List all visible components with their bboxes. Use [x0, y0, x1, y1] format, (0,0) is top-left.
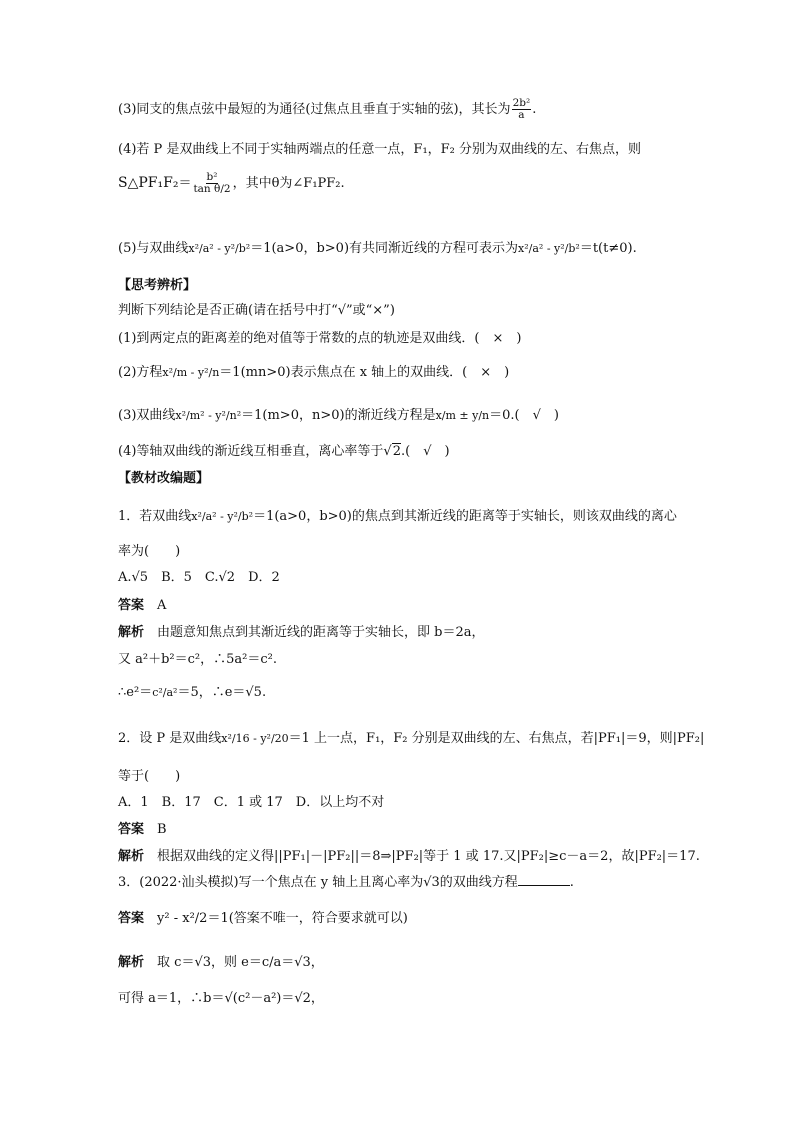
problem-1-options: A.√5 B．5 C.√2 D．2 [118, 570, 280, 585]
problem-2: 2．设 P 是双曲线x²/16 - y²/20＝1 上一点，F₁，F₂ 分别是双曲线的左、右焦点，若|PF₁|＝9，则|PF₂| [118, 731, 705, 746]
think-q3: (3)双曲线x²/m² - y²/n²＝1(m>0，n>0)的渐近线方程是x/m ± y/n＝0.( √ ) [118, 408, 559, 423]
fraction: $\frac{\text{b²}}{\text{tan θ/2}}$ [193, 171, 231, 195]
prop-4: (4)若 P 是双曲线上不同于实轴两端点的任意一点，F₁，F₂ 分别为双曲线的左、右焦点，则 [118, 142, 642, 157]
think-heading: 【思考辨析】 [118, 278, 197, 293]
problem-1: 1．若双曲线x²/a² - y²/b²＝1(a>0，b>0)的焦点到其渐近线的距离等于实轴长，则该双曲线的离心 [118, 509, 677, 524]
problem-2-options: A．1 B．17 C．1 或 17 D．以上均不对 [118, 795, 385, 810]
area-formula: S△PF₁F₂＝ $\frac{\text{b²}}{\text{tan θ/2}}$ ，其中θ为∠F₁PF₂. [118, 171, 345, 195]
answer-1: 答案 A [118, 598, 167, 613]
think-instruction: 判断下列结论是否正确(请在括号中打“√”或“×”) [118, 303, 395, 318]
prop-3: (3)同支的焦点弦中最短的为通径(过焦点且垂直于实轴的弦)，其长为 $\frac{\text{2b²}}{a}$ . [118, 97, 537, 121]
solution-2: 解析 根据双曲线的定义得||PF₁|－|PF₂||＝8⇒|PF₂|等于 1 或 17.又|PF₂|≥c－a＝2，故|PF₂|＝17. [118, 849, 700, 864]
answer-3: 答案 y² - x²/2＝1(答案不唯一，符合要求就可以) [118, 911, 408, 926]
think-q1: (1)到两定点的距离差的绝对值等于常数的点的轨迹是双曲线．( × ) [118, 331, 522, 346]
solution-3-line-1: 解析 取 c＝√3，则 e＝c/a＝√3， [118, 955, 324, 970]
solution-1-line-3: ∴e²＝c²/a²＝5，∴e＝√5. [118, 685, 267, 700]
answer-blank [518, 873, 570, 886]
think-q2: (2)方程x²/m - y²/n＝1(mn>0)表示焦点在 x 轴上的双曲线．( × ) [118, 365, 510, 380]
solution-1-line-1: 解析 由题意知焦点到其渐近线的距离等于实轴长，即 b＝2a， [118, 625, 485, 640]
solution-1-line-2: 又 a²＋b²＝c²，∴5a²＝c². [118, 652, 277, 667]
answer-2: 答案 B [118, 822, 167, 837]
problem-3: 3．(2022·汕头模拟)写一个焦点在 y 轴上且离心率为√3的双曲线方程 . [118, 875, 574, 890]
textbook-heading: 【教材改编题】 [118, 471, 210, 486]
think-q4: (4)等轴双曲线的渐近线互相垂直，离心率等于√2.( √ ) [118, 444, 450, 459]
fraction: $\frac{\text{2b²}}{a}$ [512, 97, 531, 121]
problem-1-cont: 率为( ) [118, 544, 181, 559]
problem-2-cont: 等于( ) [118, 769, 181, 784]
prop-5: (5)与双曲线x²/a² - y²/b²＝1(a>0，b>0)有共同渐近线的方程可表示为x²/a² - y²/b²＝t(t≠0). [118, 241, 637, 256]
solution-3-line-2: 可得 a＝1，∴b＝√(c²－a²)＝√2， [118, 991, 324, 1006]
